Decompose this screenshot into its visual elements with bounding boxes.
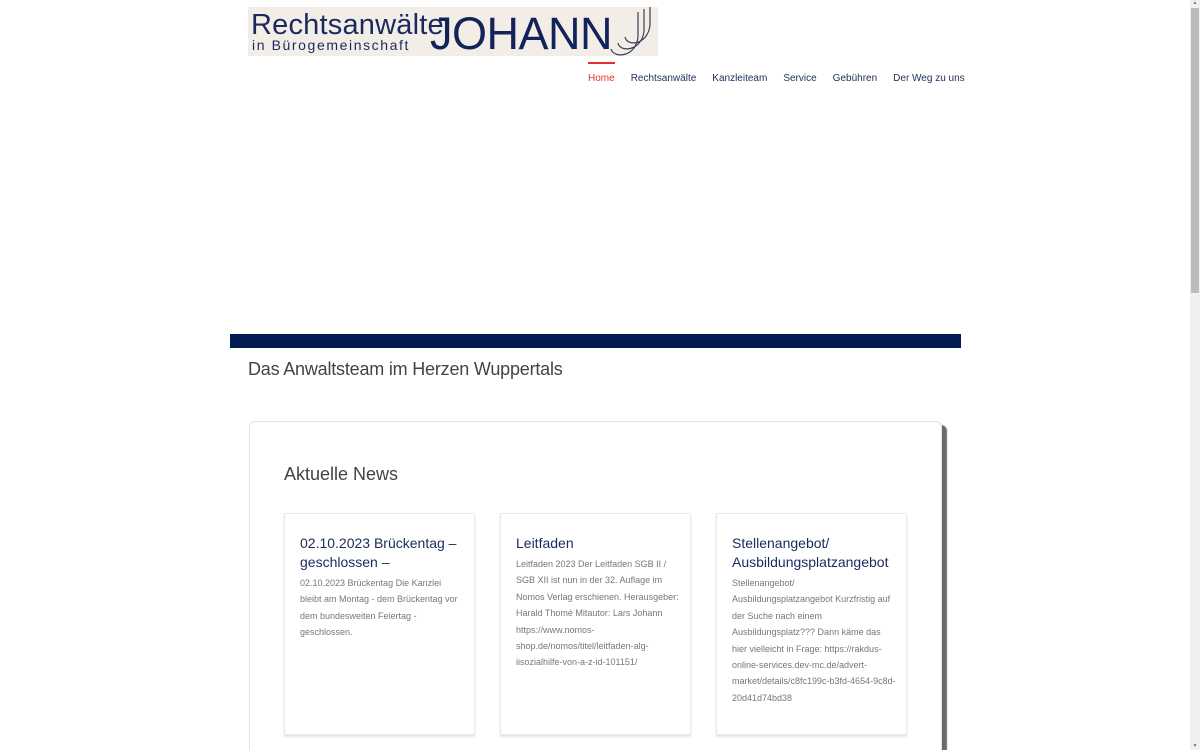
nav-item-service[interactable]: Service — [783, 73, 817, 84]
nav-item-home[interactable]: Home — [588, 62, 615, 86]
scroll-down-icon[interactable]: ▼ — [1192, 743, 1198, 749]
scroll-up-icon[interactable]: ▲ — [1192, 0, 1198, 6]
logo-line-2: in Bürogemeinschaft — [252, 37, 411, 53]
main-nav — [588, 62, 981, 86]
scrollbar-thumb[interactable] — [1191, 8, 1199, 293]
news-heading: Aktuelle News — [284, 464, 399, 484]
navy-divider-bar — [230, 334, 961, 348]
nav-item-kanzleiteam[interactable]: Kanzleiteam — [712, 73, 768, 84]
logo-line-1: Rechtsanwälte — [251, 9, 444, 41]
news-card-title[interactable]: Stellenangebot/ Ausbildungsplatzangebot — [732, 535, 889, 570]
site-logo[interactable] — [248, 7, 658, 56]
news-card-text: 02.10.2023 Brückentag Die Kanzlei bleibt am Montag - dem Brückentag vor dem bundesweiten Feiertag - geschlossen. — [300, 578, 458, 638]
news-card — [284, 513, 475, 735]
news-panel — [249, 421, 942, 750]
nav-item-rechtsanwaelte[interactable]: Rechtsanwälte — [630, 73, 697, 84]
nav-item-gebuehren[interactable]: Gebühren — [832, 73, 878, 84]
logo-arcs-icon — [606, 7, 656, 56]
page-tagline: Das Anwaltsteam im Herzen Wuppertals — [248, 359, 563, 379]
news-card — [500, 513, 691, 735]
news-card-title[interactable]: 02.10.2023 Brückentag – geschlossen – — [300, 535, 457, 570]
logo-brand: JOHANN — [430, 8, 613, 56]
news-card-title[interactable]: Leitfaden — [516, 535, 574, 551]
news-card-text: Leitfaden 2023 Der Leitfaden SGB II / SGB XII ist nun in der 32. Auflage im Nomos Verlag erschienen. Herausgeber: Harald Thomé Mitautor: Lars Johann https://www.nomos-shop.de/nomos/titel/leitfaden-alg-iisozialhilfe-von-a-z-id-101151/ — [516, 559, 679, 668]
news-card-text: Stellenangebot/ Ausbildungsplatzangebot Kurzfristig auf der Suche nach einem Ausbildungsplatz??? Dann käme das hier vielleicht in Frage: https://rakdus-online-services.dev-mc.de/advert-market/details/c8fc199c-b3fd-4654-9c8d-20d41d74bd38 — [732, 578, 896, 703]
nav-item-der-weg-zu-uns[interactable]: Der Weg zu uns — [893, 73, 965, 84]
vertical-scrollbar[interactable] — [1190, 0, 1200, 750]
news-card — [716, 513, 907, 735]
